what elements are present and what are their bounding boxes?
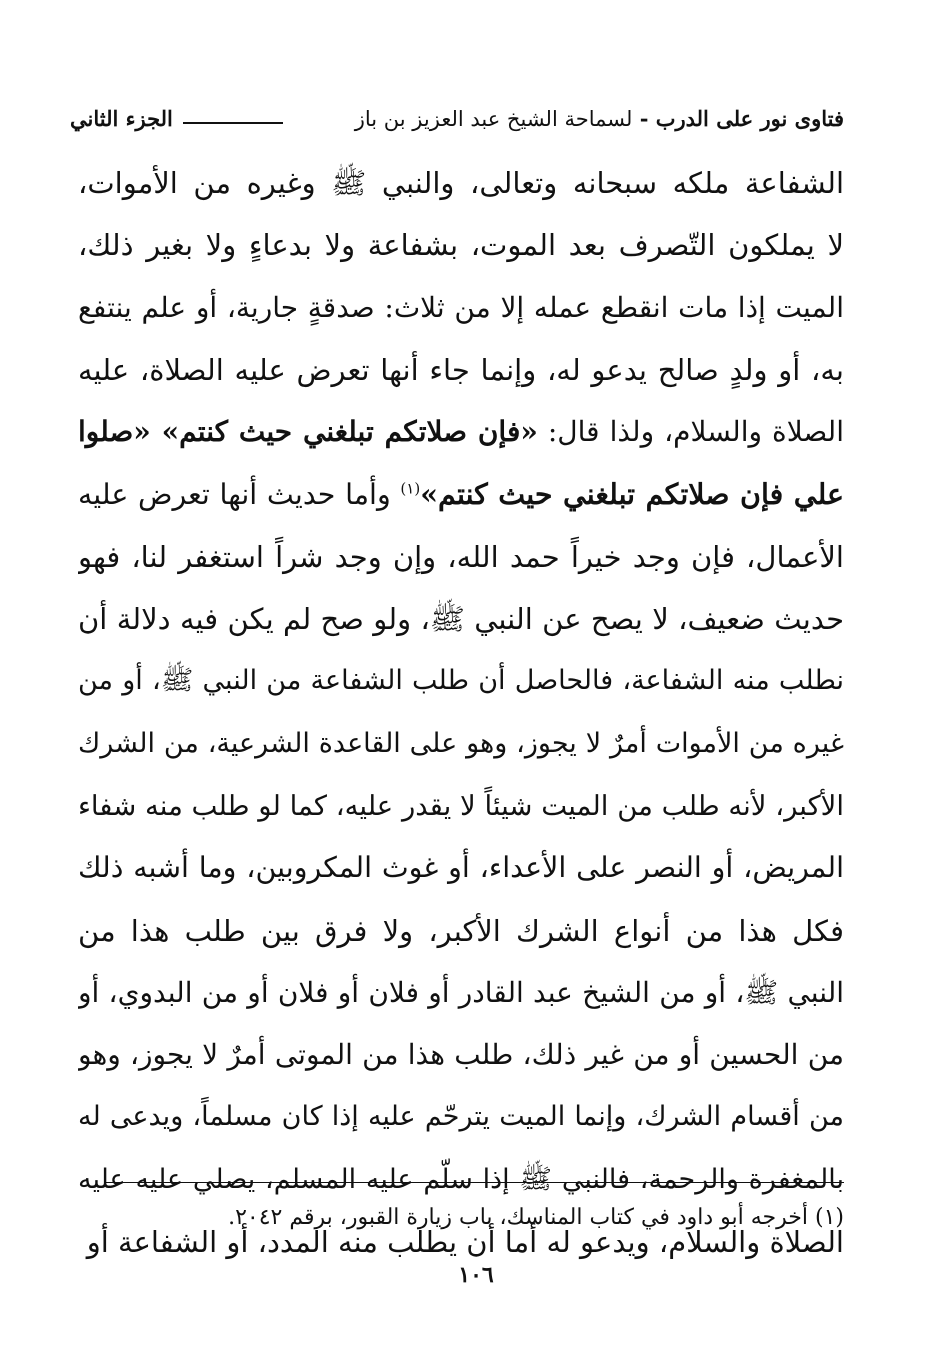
body-line: نطلب منه الشفاعة، فالحاصل أن طلب الشفاعة من النبي ﷺ، أو من: [78, 665, 844, 697]
footnote-divider: [104, 1182, 844, 1183]
body-line: من أقسام الشرك، وإنما الميت يترحّم عليه إذا كان مسلماً، ويدعى له: [78, 1101, 844, 1133]
body-text: [78, 152, 844, 1273]
part-label: الجزء الثاني: [70, 105, 173, 131]
body-line: الصلاة والسلام، ويدعو له أما أن يطلب منه المدد، أو الشفاعة أو: [86, 1225, 844, 1260]
body-line: [78, 463, 844, 525]
header-title-group: [355, 106, 844, 131]
hadith-quote: علي فإن صلاتكم تبلغني حيث كنتم»: [420, 477, 844, 512]
body-line: لا يملكون التّصرف بعد الموت، بشفاعة ولا بدعاءٍ ولا بغير ذلك،: [78, 228, 844, 263]
body-line: الأعمال، فإن وجد خيراً حمد الله، وإن وجد شراً استغفر لنا، فهو: [78, 539, 844, 574]
body-line: الميت إذا مات انقطع عمله إلا من ثلاث: صدقةٍ جارية، أو علم ينتفع: [78, 290, 844, 324]
body-line: حديث ضعيف، لا يصح عن النبي ﷺ، ولو صح لم يكن فيه دلالة أن: [78, 602, 844, 637]
header-separator: -: [639, 105, 649, 131]
hadith-quote: «فإن صلاتكم تبلغني حيث كنتم» «صلوا: [78, 415, 538, 449]
body-line: الأكبر، لأنه طلب من الميت شيئاً لا يقدر عليه، كما لو طلب منه شفاء: [78, 789, 844, 822]
body-line: فكل هذا من أنواع الشرك الأكبر، ولا فرق بين طلب هذا من: [78, 913, 844, 948]
body-line: النبي ﷺ، أو من الشيخ عبد القادر أو فلان أو فلان أو من البدوي، أو: [78, 975, 844, 1009]
body-line: الشفاعة ملكه سبحانه وتعالى، والنبي ﷺ وغيره من الأموات،: [78, 166, 844, 200]
header-part-group: [70, 106, 283, 131]
footnote-marker: (١): [400, 479, 421, 498]
author-name: لسماحة الشيخ عبد العزيز بن باز: [354, 106, 633, 131]
running-header: [70, 98, 844, 138]
body-line: بالمغفرة والرحمة، فالنبي ﷺ إذا سلّم عليه المسلم، يصلي عليه عليه: [78, 1163, 844, 1195]
header-rule: [183, 122, 283, 124]
book-title: فتاوى نور على الدرب: [655, 105, 844, 131]
body-line: المريض، أو النصر على الأعداء، أو غوث المكروبين، وما أشبه ذلك: [78, 851, 844, 885]
page-number: ١٠٦: [458, 1262, 494, 1288]
body-line: به، أو ولدٍ صالح يدعو له، وإنما جاء أنها تعرض عليه الصلاة، عليه: [78, 352, 844, 387]
body-text-segment: الصلاة والسلام، ولذا قال:: [547, 415, 844, 449]
body-text-segment: وأما حديث أنها تعرض عليه: [78, 478, 391, 512]
body-line: من الحسين أو من غير ذلك، طلب هذا من الموتى أمرٌ لا يجوز، وهو: [78, 1038, 844, 1072]
footnote: (١) أخرجه أبو داود في كتاب المناسك، باب زيارة القبور، برقم ٢٠٤٢.: [228, 1205, 844, 1230]
body-line: [78, 401, 844, 463]
body-line: غيره من الأموات أمرٌ لا يجوز، وهو على القاعدة الشرعية، من الشرك: [78, 727, 844, 759]
